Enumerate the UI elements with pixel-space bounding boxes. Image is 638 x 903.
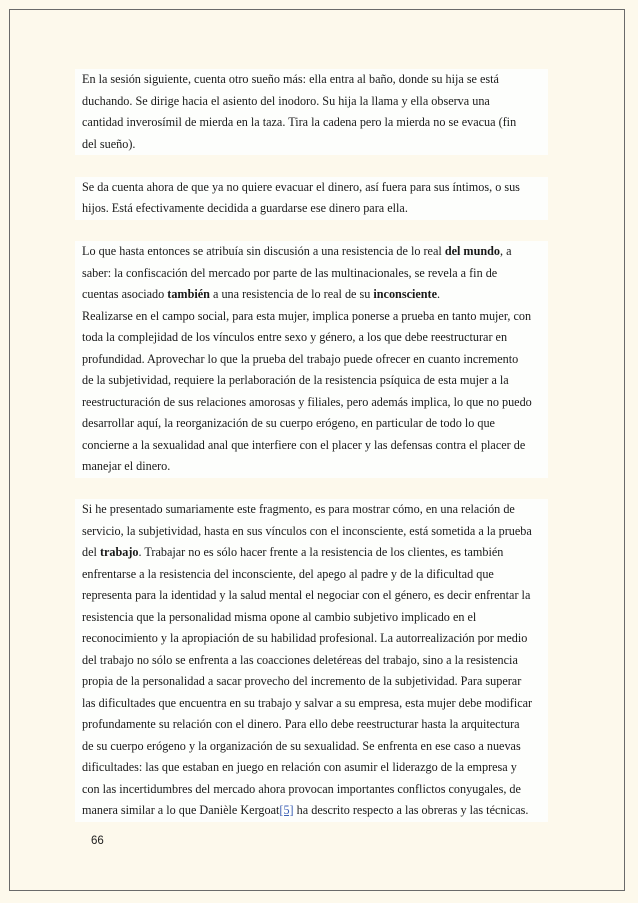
text-run: a una resistencia de lo real de su [209, 287, 374, 301]
text-run: manera similar a lo que Danièle Kergoat [82, 803, 280, 817]
text-line: enfrentarse a la resistencia del inconsciente, del apego al padre y de la dificultad que [75, 564, 548, 586]
text-run: Lo que hasta entonces se atribuía sin discusión a una resistencia de lo real [82, 244, 445, 258]
text-line: reestructuración de sus relaciones amorosas y filiales, pero además implica, lo que no puedo [75, 392, 548, 414]
text-run: , a [500, 244, 512, 258]
paragraph-4 [82, 499, 548, 822]
paragraph-gap [82, 155, 548, 177]
text-line: cantidad inverosímil de mierda en la taza. Tira la cadena pero la mierda no se evacua (fin [75, 112, 548, 134]
text-line: toda la complejidad de los vínculos entre sexo y género, a los que debe reestructurar en [75, 327, 548, 349]
bold-term: inconsciente [373, 287, 438, 301]
text-line: profundamente su relación con el dinero. Para ello debe reestructurar hasta la arquitectura [75, 714, 548, 736]
text-line: de la subjetividad, requiere la perlaboración de la resistencia psíquica de esta mujer a la [75, 370, 548, 392]
text-line: dificultades: las que estaban en juego en relación con asumir el liderazgo de la empresa y [75, 757, 548, 779]
paragraph-3 [82, 241, 548, 478]
text-line: manejar el dinero. [75, 456, 548, 478]
document-body [82, 69, 548, 822]
text-line: representa para la identidad y la salud mental el negociar con el género, es decir enfrentar la [75, 585, 548, 607]
text-line [75, 284, 548, 306]
text-line: reconocimiento y la apropiación de su habilidad profesional. La autorrealización por medio [75, 628, 548, 650]
paragraph-2 [82, 177, 548, 220]
text-line: Si he presentado sumariamente este fragmento, es para mostrar cómo, en una relación de [75, 499, 548, 521]
text-line: hijos. Está efectivamente decidida a guardarse ese dinero para ella. [75, 198, 548, 220]
page-number: 66 [91, 835, 104, 847]
text-line: del trabajo no sólo se enfrenta a las coacciones deletéreas del trabajo, sino a la resistencia [75, 650, 548, 672]
text-line: desarrollar aquí, la reorganización de su cuerpo erógeno, en particular de todo lo que [75, 413, 548, 435]
text-line: resistencia que la personalidad misma opone al cambio subjetivo implicado en el [75, 607, 548, 629]
text-run: cuentas asociado [82, 287, 168, 301]
text-run: . [437, 287, 441, 301]
text-line [75, 241, 548, 263]
text-line [75, 542, 548, 564]
footnote-reference-link[interactable]: [5] [279, 803, 294, 817]
text-line: saber: la confiscación del mercado por parte de las multinacionales, se revela a fin de [75, 263, 548, 285]
text-line: las dificultades que encuentra en su trabajo y salvar a su empresa, esta mujer debe modificar [75, 693, 548, 715]
text-line: servicio, la subjetividad, hasta en sus vínculos con el inconsciente, está sometida a la prueba [75, 521, 548, 543]
text-line: del sueño). [75, 134, 548, 156]
text-line: de su cuerpo erógeno y la organización de su sexualidad. Se enfrenta en ese caso a nuevas [75, 736, 548, 758]
paragraph-gap [82, 220, 548, 242]
text-line: concierne a la sexualidad anal que interfiere con el placer y las defensas contra el placer de [75, 435, 548, 457]
text-run: ha descrito respecto a las obreras y las técnicas. [293, 803, 529, 817]
text-line: En la sesión siguiente, cuenta otro sueño más: ella entra al baño, donde su hija se está [75, 69, 548, 91]
text-line: propia de la personalidad a sacar provecho del incremento de la subjetividad. Para superar [75, 671, 548, 693]
paragraph-gap [82, 478, 548, 500]
text-line: profundidad. Aprovechar lo que la prueba del trabajo puede ofrecer en cuanto incremento [75, 349, 548, 371]
text-line: Realizarse en el campo social, para esta mujer, implica ponerse a prueba en tanto mujer, con [75, 306, 548, 328]
text-line: Se da cuenta ahora de que ya no quiere evacuar el dinero, así fuera para sus íntimos, o sus [75, 177, 548, 199]
text-run: del [82, 545, 100, 559]
text-line: duchando. Se dirige hacia el asiento del inodoro. Su hija la llama y ella observa una [75, 91, 548, 113]
text-line: con las incertidumbres del mercado ahora provocan importantes conflictos conyugales, de [75, 779, 548, 801]
text-line [75, 800, 548, 822]
paragraph-1 [82, 69, 548, 155]
bold-term: también [167, 287, 210, 301]
text-run: . Trabajar no es sólo hacer frente a la resistencia de los clientes, es también [138, 545, 504, 559]
bold-term: del mundo [444, 244, 501, 258]
bold-term: trabajo [99, 545, 139, 559]
